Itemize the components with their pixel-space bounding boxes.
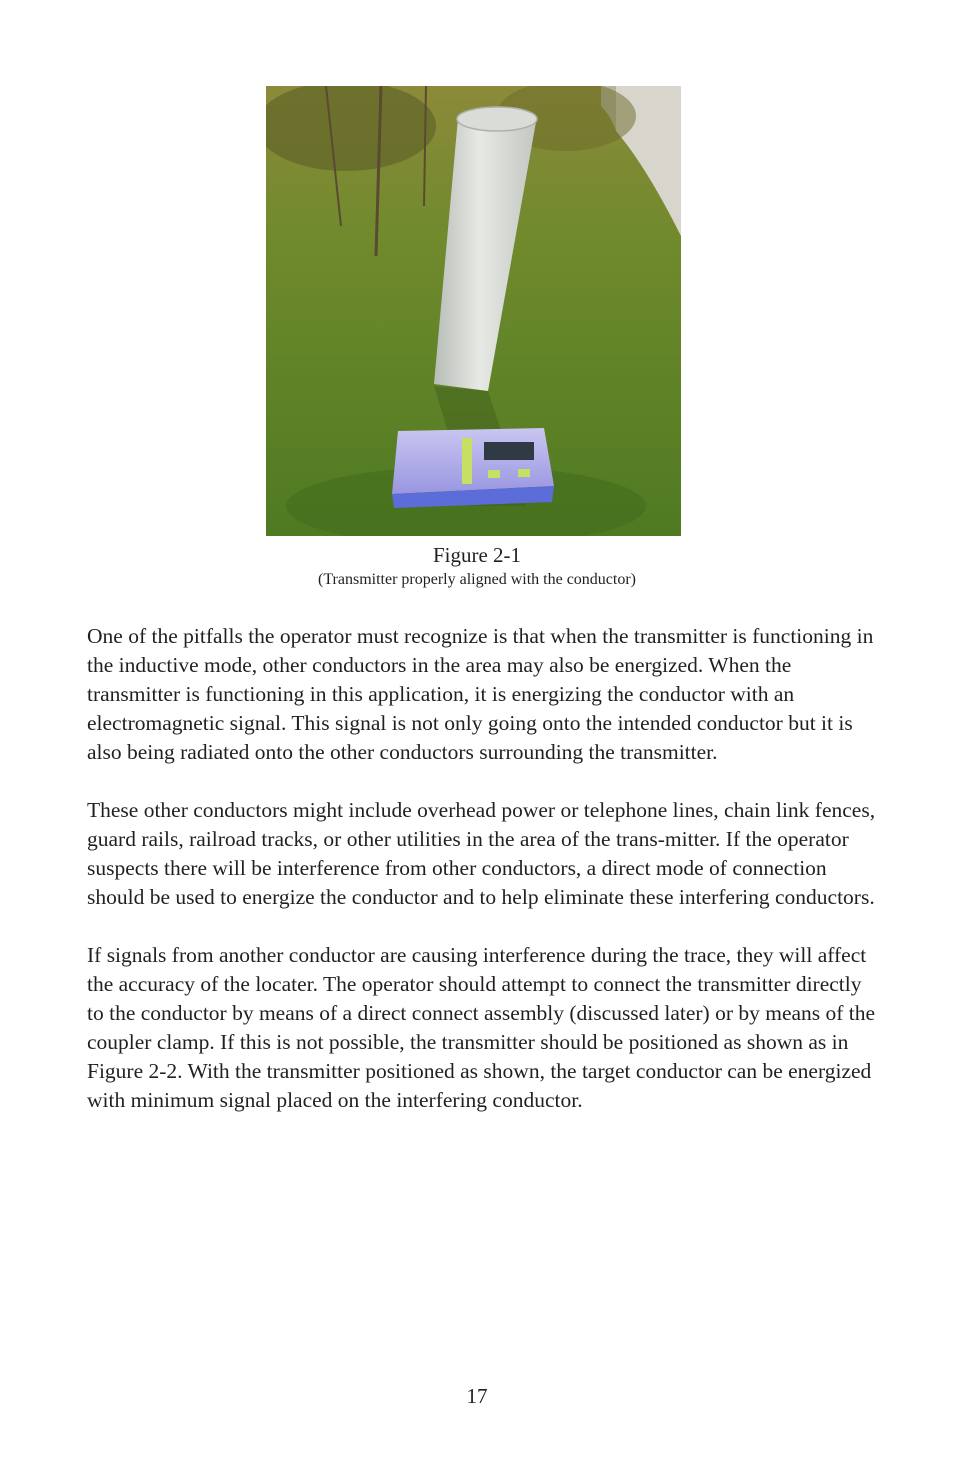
body-text [87,622,877,1144]
page-number: 17 [466,1384,488,1408]
figure-title: Figure 2-1 [432,543,522,567]
figure-caption: (Transmitter properly aligned with the conductor) [318,571,636,588]
paragraph: If signals from another conductor are causing interference during the trace, they will affect the accuracy of the locater. The operator should attempt to connect the transmitter directly to the conductor by means of a direct connect assembly (discussed later) or by means of the coupler clamp. If this is not possible, the transmitter should be positioned as shown as in Figure 2-2. With the transmitter positioned as shown, the target conductor can be energized with minimum signal placed on the interfering conductor. [87,943,876,1112]
paragraph: One of the pitfalls the operator must recognize is that when the transmitter is functioning in the inductive mode, other conductors in the area may also be energized. When the transmitter is functioning in this application, it is energizing the conductor with an electromagnetic signal. This signal is not only going onto the intended conductor but it is also being radiated onto the other conductors surrounding the transmitter. [87,624,874,764]
paragraph: These other conductors might include overhead power or telephone lines, chain link fences, guard rails, railroad tracks, or other utilities in the area of the trans-mitter. If the operator suspects there will be interference from other conductors, a direct mode of connection should be used to energize the conductor and to help eliminate these interfering conductors. [87,798,876,909]
figure-photo [266,86,681,536]
